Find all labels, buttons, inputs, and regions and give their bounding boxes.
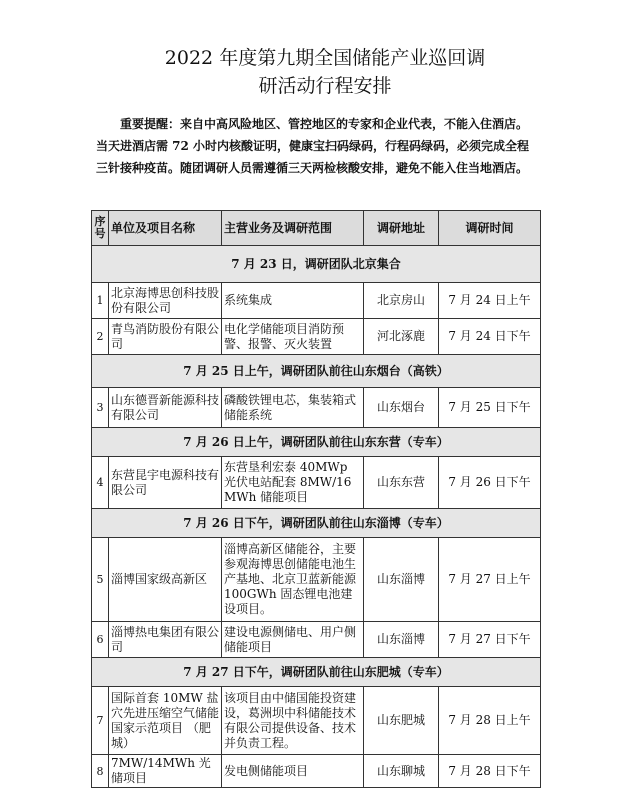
table-row <box>92 687 541 755</box>
section-title: 7 月 26 日下午，调研团队前往山东淄博（专车） <box>92 509 541 538</box>
section-row <box>92 246 541 283</box>
row-num: 6 <box>92 622 109 658</box>
row-num: 1 <box>92 283 109 319</box>
row-unit: 淄博热电集团有限公司 <box>109 622 222 658</box>
row-business: 磷酸铁锂电芯，集装箱式储能系统 <box>222 388 364 428</box>
section-title: 7 月 26 日上午，调研团队前往山东东营（专车） <box>92 428 541 457</box>
table-row <box>92 457 541 509</box>
row-unit: 7MW/14MWh 光储项目 <box>109 755 222 788</box>
section-title: 7 月 27 日下午，调研团队前往山东肥城（专车） <box>92 658 541 687</box>
row-time: 7 月 24 日下午 <box>439 319 541 355</box>
row-unit: 淄博国家级高新区 <box>109 538 222 622</box>
table-header-row <box>92 211 541 246</box>
row-location: 山东东营 <box>364 457 439 509</box>
row-business: 发电侧储能项目 <box>222 755 364 788</box>
important-notice <box>96 113 536 179</box>
header-time: 调研时间 <box>439 211 541 246</box>
section-row <box>92 355 541 388</box>
row-location: 山东淄博 <box>364 538 439 622</box>
table-row <box>92 388 541 428</box>
row-location: 山东淄博 <box>364 622 439 658</box>
title-line-2: 研活动行程安排 <box>258 75 392 97</box>
section-title: 7 月 23 日，调研团队北京集合 <box>92 246 541 283</box>
table-row <box>92 319 541 355</box>
row-num: 7 <box>92 687 109 755</box>
row-business: 东营垦利宏泰 40MWp 光伏电站配套 8MW/16MWh 储能项目 <box>222 457 364 509</box>
row-business: 淄博高新区储能谷，主要参观海博思创储能电池生产基地、北京卫蓝新能源 100GWh 固态锂电池建设项目。 <box>222 538 364 622</box>
table-row <box>92 622 541 658</box>
row-location: 北京房山 <box>364 283 439 319</box>
row-num: 4 <box>92 457 109 509</box>
section-row <box>92 509 541 538</box>
row-time: 7 月 28 日下午 <box>439 755 541 788</box>
row-time: 7 月 24 日上午 <box>439 283 541 319</box>
row-business: 电化学储能项目消防预警、报警、灭火装置 <box>222 319 364 355</box>
title-line-1: 2022 年度第九期全国储能产业巡回调 <box>164 47 486 69</box>
row-unit: 青鸟消防股份有限公司 <box>109 319 222 355</box>
section-title: 7 月 25 日上午，调研团队前往山东烟台（高铁） <box>92 355 541 388</box>
section-row <box>92 428 541 457</box>
row-location: 山东烟台 <box>364 388 439 428</box>
row-unit: 东营昆宇电源科技有限公司 <box>109 457 222 509</box>
row-time: 7 月 26 日下午 <box>439 457 541 509</box>
schedule-table <box>91 210 541 788</box>
table-row <box>92 538 541 622</box>
row-time: 7 月 27 日上午 <box>439 538 541 622</box>
page-title <box>90 44 560 100</box>
table-row <box>92 283 541 319</box>
row-location: 河北涿鹿 <box>364 319 439 355</box>
row-business: 该项目由中储国能投资建设，葛洲坝中科储能技术有限公司提供设备、技术并负责工程。 <box>222 687 364 755</box>
row-num: 5 <box>92 538 109 622</box>
row-location: 山东肥城 <box>364 687 439 755</box>
header-business: 主营业务及调研范围 <box>222 211 364 246</box>
row-unit: 北京海博思创科技股份有限公司 <box>109 283 222 319</box>
row-business: 建设电源侧储电、用户侧储能项目 <box>222 622 364 658</box>
notice-text: 重要提醒：来自中高风险地区、管控地区的专家和企业代表，不能入住酒店。当天进酒店需 72 小时内核酸证明，健康宝扫码绿码，行程码绿码，必须完成全程三针接种疫苗。随团调研人员需遵循三天两检核酸安排，避免不能入住当地酒店。 <box>96 117 530 175</box>
header-unit: 单位及项目名称 <box>109 211 222 246</box>
row-time: 7 月 25 日下午 <box>439 388 541 428</box>
row-unit: 山东德晋新能源科技有限公司 <box>109 388 222 428</box>
row-num: 2 <box>92 319 109 355</box>
section-row <box>92 658 541 687</box>
row-time: 7 月 28 日上午 <box>439 687 541 755</box>
row-num: 8 <box>92 755 109 788</box>
row-business: 系统集成 <box>222 283 364 319</box>
row-unit: 国际首套 10MW 盐穴先进压缩空气储能国家示范项目 （肥城） <box>109 687 222 755</box>
row-time: 7 月 27 日下午 <box>439 622 541 658</box>
header-location: 调研地址 <box>364 211 439 246</box>
row-location: 山东聊城 <box>364 755 439 788</box>
table-row <box>92 755 541 788</box>
header-num: 序号 <box>92 211 109 246</box>
row-num: 3 <box>92 388 109 428</box>
